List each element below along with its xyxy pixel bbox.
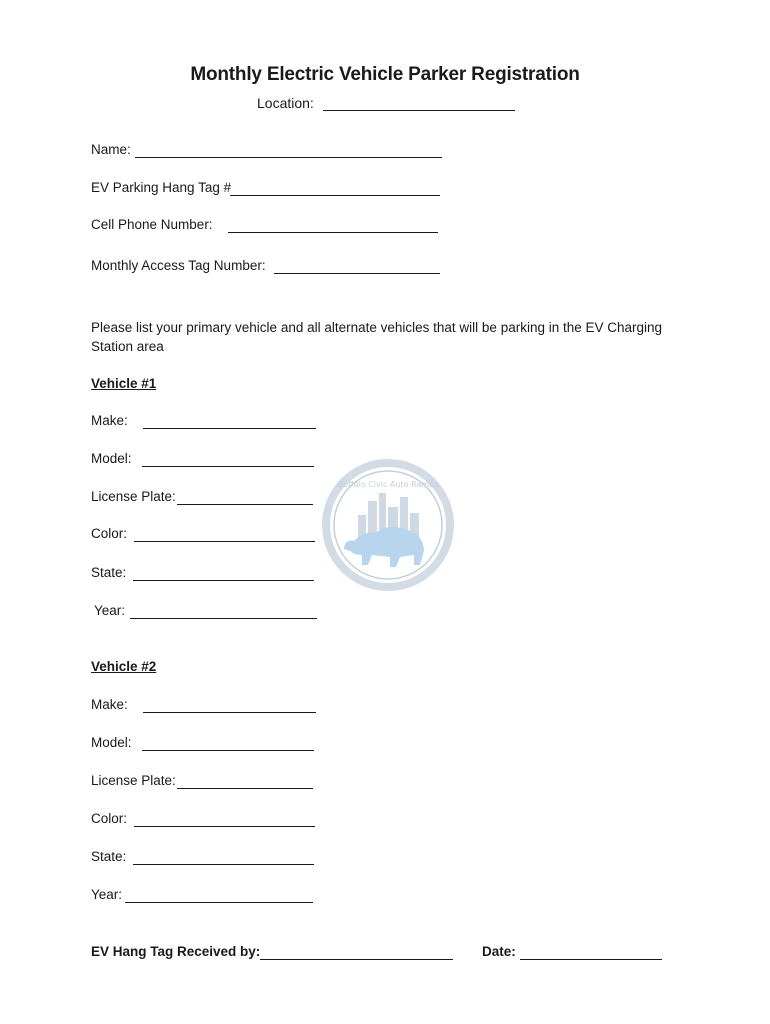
v2-model-label: Model: — [91, 735, 132, 750]
hang-tag-label: EV Parking Hang Tag # — [91, 180, 232, 195]
v1-state-label: State: — [91, 565, 127, 580]
access-tag-label: Monthly Access Tag Number: — [91, 258, 266, 273]
received-by-label: EV Hang Tag Received by: — [91, 944, 261, 959]
hang-tag-field[interactable] — [230, 195, 440, 196]
date-label: Date: — [482, 944, 516, 959]
access-tag-field[interactable] — [274, 273, 440, 274]
location-field[interactable] — [323, 110, 515, 111]
location-label: Location: — [257, 95, 314, 111]
v1-make-field[interactable] — [143, 428, 316, 429]
v1-make-label: Make: — [91, 413, 128, 428]
v2-state-field[interactable] — [133, 864, 314, 865]
date-field[interactable] — [520, 959, 662, 960]
instructions-text: Please list your primary vehicle and all alternate vehicles that will be parking in the EV Charging Station area — [91, 320, 663, 354]
v2-color-label: Color: — [91, 811, 128, 826]
v2-year-field[interactable] — [125, 902, 313, 903]
received-by-field[interactable] — [260, 959, 453, 960]
v2-state-label: State: — [91, 849, 127, 864]
name-label: Name: — [91, 142, 131, 157]
v2-make-label: Make: — [91, 697, 128, 712]
v2-year-label: Year: — [91, 887, 123, 902]
cell-phone-label: Cell Phone Number: — [91, 217, 213, 232]
vehicle-2-heading: Vehicle #2 — [91, 659, 157, 674]
v1-plate-label: License Plate: — [91, 489, 176, 504]
page-title: Monthly Electric Vehicle Parker Registration — [190, 64, 580, 85]
v1-year-field[interactable] — [130, 618, 317, 619]
v1-model-label: Model: — [91, 451, 132, 466]
v1-plate-field[interactable] — [177, 504, 313, 505]
buffalo-skyline-seal-icon — [320, 457, 456, 593]
v1-color-field[interactable] — [134, 541, 315, 542]
v1-model-field[interactable] — [142, 466, 314, 467]
v1-year-label: Year: — [94, 603, 126, 618]
v1-color-label: Color: — [91, 526, 128, 541]
vehicle-1-heading: Vehicle #1 — [91, 376, 157, 391]
v2-plate-field[interactable] — [177, 788, 313, 789]
seal-text: Buffalo Civic Auto Ramps — [337, 480, 439, 489]
v2-plate-label: License Plate: — [91, 773, 176, 788]
v2-model-field[interactable] — [142, 750, 314, 751]
cell-phone-field[interactable] — [228, 232, 438, 233]
v2-make-field[interactable] — [143, 712, 316, 713]
v1-state-field[interactable] — [133, 580, 314, 581]
name-field[interactable] — [135, 157, 442, 158]
v2-color-field[interactable] — [134, 826, 315, 827]
